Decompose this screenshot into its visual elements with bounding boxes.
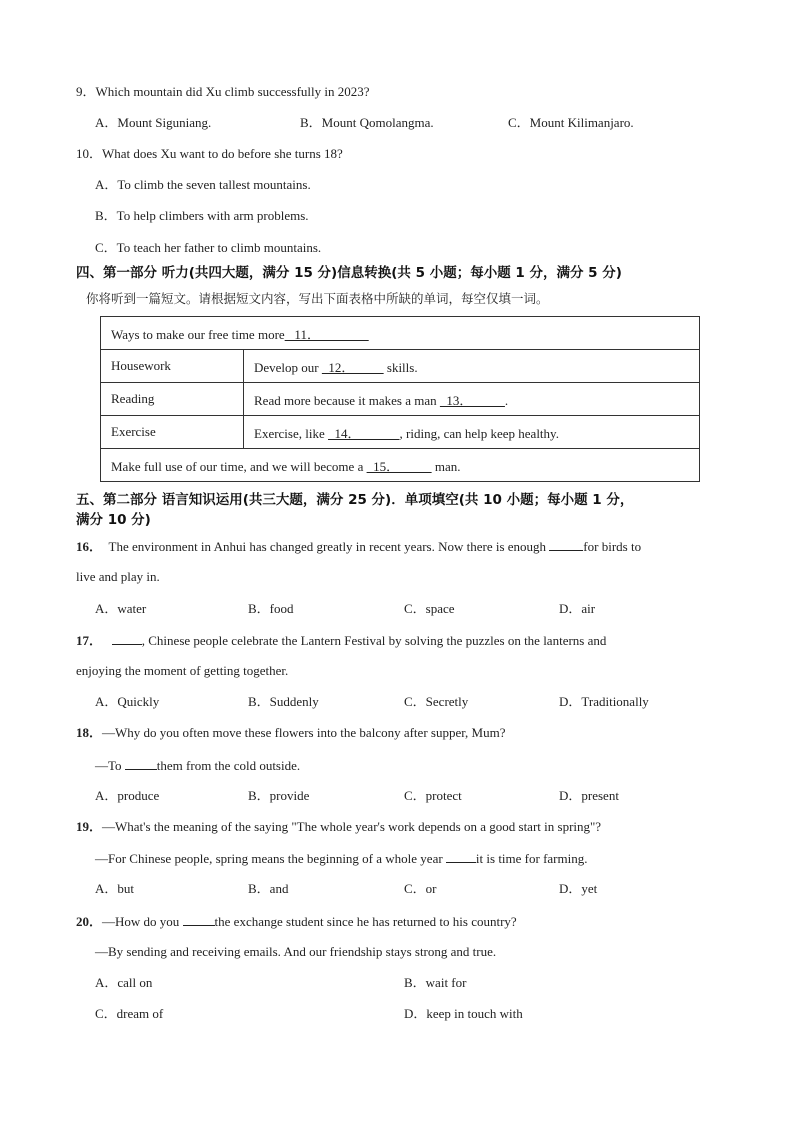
question-18-stem [76, 725, 505, 741]
stem-text: —Why do you often move these flowers into the balcony after supper, Mum? [102, 725, 506, 740]
q17-option-d: D．Traditionally [559, 694, 649, 709]
question-16-stem-cont: live and play in. [76, 569, 160, 584]
table-row [101, 449, 700, 482]
q19-option-a: A．but [95, 881, 135, 896]
q20-option-d: D．keep in touch with [404, 1006, 523, 1021]
table-cell [244, 350, 700, 383]
question-20-reply: —By sending and receiving emails. And our friendship stays strong and true. [95, 944, 497, 959]
section-5-heading: 五、第二部分 语言知识运用(共三大题，满分 25 分)．单项填空(共 10 小题；每小题 1 分， [76, 492, 634, 508]
blank-15[interactable]: 15． [366, 458, 432, 474]
row4-text-end: , riding, can help keep healthy. [399, 425, 559, 441]
answer-blank[interactable] [183, 913, 215, 926]
row-label-housework: Housework [101, 350, 244, 383]
q16-option-a: A．water [95, 601, 147, 616]
blank-14[interactable]: 14． [328, 425, 400, 441]
q16-option-b: B．food [248, 601, 294, 616]
question-16-stem [76, 538, 641, 555]
question-19-stem [76, 819, 601, 835]
row2-text: Develop our [254, 359, 322, 375]
answer-blank[interactable] [125, 757, 157, 770]
question-number: 16． [76, 539, 103, 554]
stem-text-end: for birds to [583, 539, 642, 554]
section-4-instruction: 你将听到一篇短文。请根据短文内容，写出下面表格中所缺的单词，每空仅填一词。 [86, 291, 549, 306]
stem-text: —What's the meaning of the saying "The whole year's work depends on a good start in spring"? [102, 819, 602, 834]
reply-text: —For Chinese people, spring means the beginning of a whole year [95, 851, 446, 866]
question-10-stem: 10．What does Xu want to do before she turns 18? [76, 146, 343, 161]
row3-text: Read more because it makes a man [254, 392, 440, 408]
answer-blank[interactable] [112, 632, 142, 645]
question-17-stem-cont: enjoying the moment of getting together. [76, 663, 289, 678]
table-cell [244, 383, 700, 416]
q20-option-a: A．call on [95, 975, 153, 990]
q10-option-c: C．To teach her father to climb mountains. [95, 240, 322, 255]
q19-option-d: D．yet [559, 881, 598, 896]
row5-text-end: man. [431, 458, 461, 474]
row4-text: Exercise, like [254, 425, 328, 441]
q17-option-c: C．Secretly [404, 694, 469, 709]
reply-text: —To [95, 758, 125, 773]
question-19-reply [95, 850, 587, 867]
row3-text-end: . [504, 392, 509, 408]
answer-blank[interactable] [549, 538, 583, 551]
row-label-exercise: Exercise [101, 416, 244, 449]
stem-text: , Chinese people celebrate the Lantern Festival by solving the puzzles on the lanterns and [141, 633, 607, 648]
q18-option-b: B．provide [248, 788, 310, 803]
q9-option-a: A．Mount Siguniang. [95, 115, 212, 130]
q10-option-a: A．To climb the seven tallest mountains. [95, 177, 311, 192]
question-9-stem: 9．Which mountain did Xu climb successfully in 2023? [76, 84, 370, 99]
q19-option-c: C．or [404, 881, 437, 896]
table-cell [101, 317, 700, 350]
section-5-heading-cont: 满分 10 分) [76, 512, 151, 528]
blank-11[interactable]: 11． [284, 326, 369, 342]
reply-text-end: them from the cold outside. [156, 758, 301, 773]
q9-option-b: B．Mount Qomolangma. [300, 115, 434, 130]
q20-option-c: C．dream of [95, 1006, 164, 1021]
q18-option-d: D．present [559, 788, 619, 803]
row1-text: Ways to make our free time more [111, 326, 285, 342]
q16-option-d: D．air [559, 601, 596, 616]
answer-blank[interactable] [446, 850, 476, 863]
stem-text-end: the exchange student since he has returned to his country? [214, 914, 517, 929]
q9-option-c: C．Mount Kilimanjaro. [508, 115, 634, 130]
q18-option-a: A．produce [95, 788, 160, 803]
q17-option-b: B．Suddenly [248, 694, 319, 709]
stem-text: The environment in Anhui has changed greatly in recent years. Now there is enough [108, 539, 550, 554]
q20-option-b: B．wait for [404, 975, 467, 990]
q17-option-a: A．Quickly [95, 694, 160, 709]
blank-12[interactable]: 12． [321, 359, 384, 375]
blank-13[interactable]: 13． [439, 392, 505, 408]
reply-text-end: it is time for farming. [475, 851, 588, 866]
table-cell [244, 416, 700, 449]
q16-option-c: C．space [404, 601, 455, 616]
table-row [101, 383, 700, 416]
table-cell [101, 449, 700, 482]
question-number: 18． [76, 725, 103, 740]
table-row [101, 317, 700, 350]
question-number: 19． [76, 819, 103, 834]
table-row [101, 416, 700, 449]
question-number: 20． [76, 914, 103, 929]
info-transfer-table [100, 316, 700, 482]
q18-option-c: C．protect [404, 788, 462, 803]
question-18-reply [95, 757, 300, 774]
row2-text-end: skills. [383, 359, 418, 375]
table-row [101, 350, 700, 383]
question-17-stem [76, 632, 606, 649]
question-number: 17． [76, 633, 103, 648]
q10-option-b: B．To help climbers with arm problems. [95, 208, 309, 223]
stem-text: —How do you [102, 914, 183, 929]
section-4-heading: 四、第一部分 听力(共四大题，满分 15 分)信息转换(共 5 小题；每小题 1 分，满分 5 分) [76, 265, 622, 281]
row-label-reading: Reading [101, 383, 244, 416]
q19-option-b: B．and [248, 881, 289, 896]
row5-text: Make full use of our time, and we will become a [111, 458, 367, 474]
question-20-stem [76, 913, 517, 930]
